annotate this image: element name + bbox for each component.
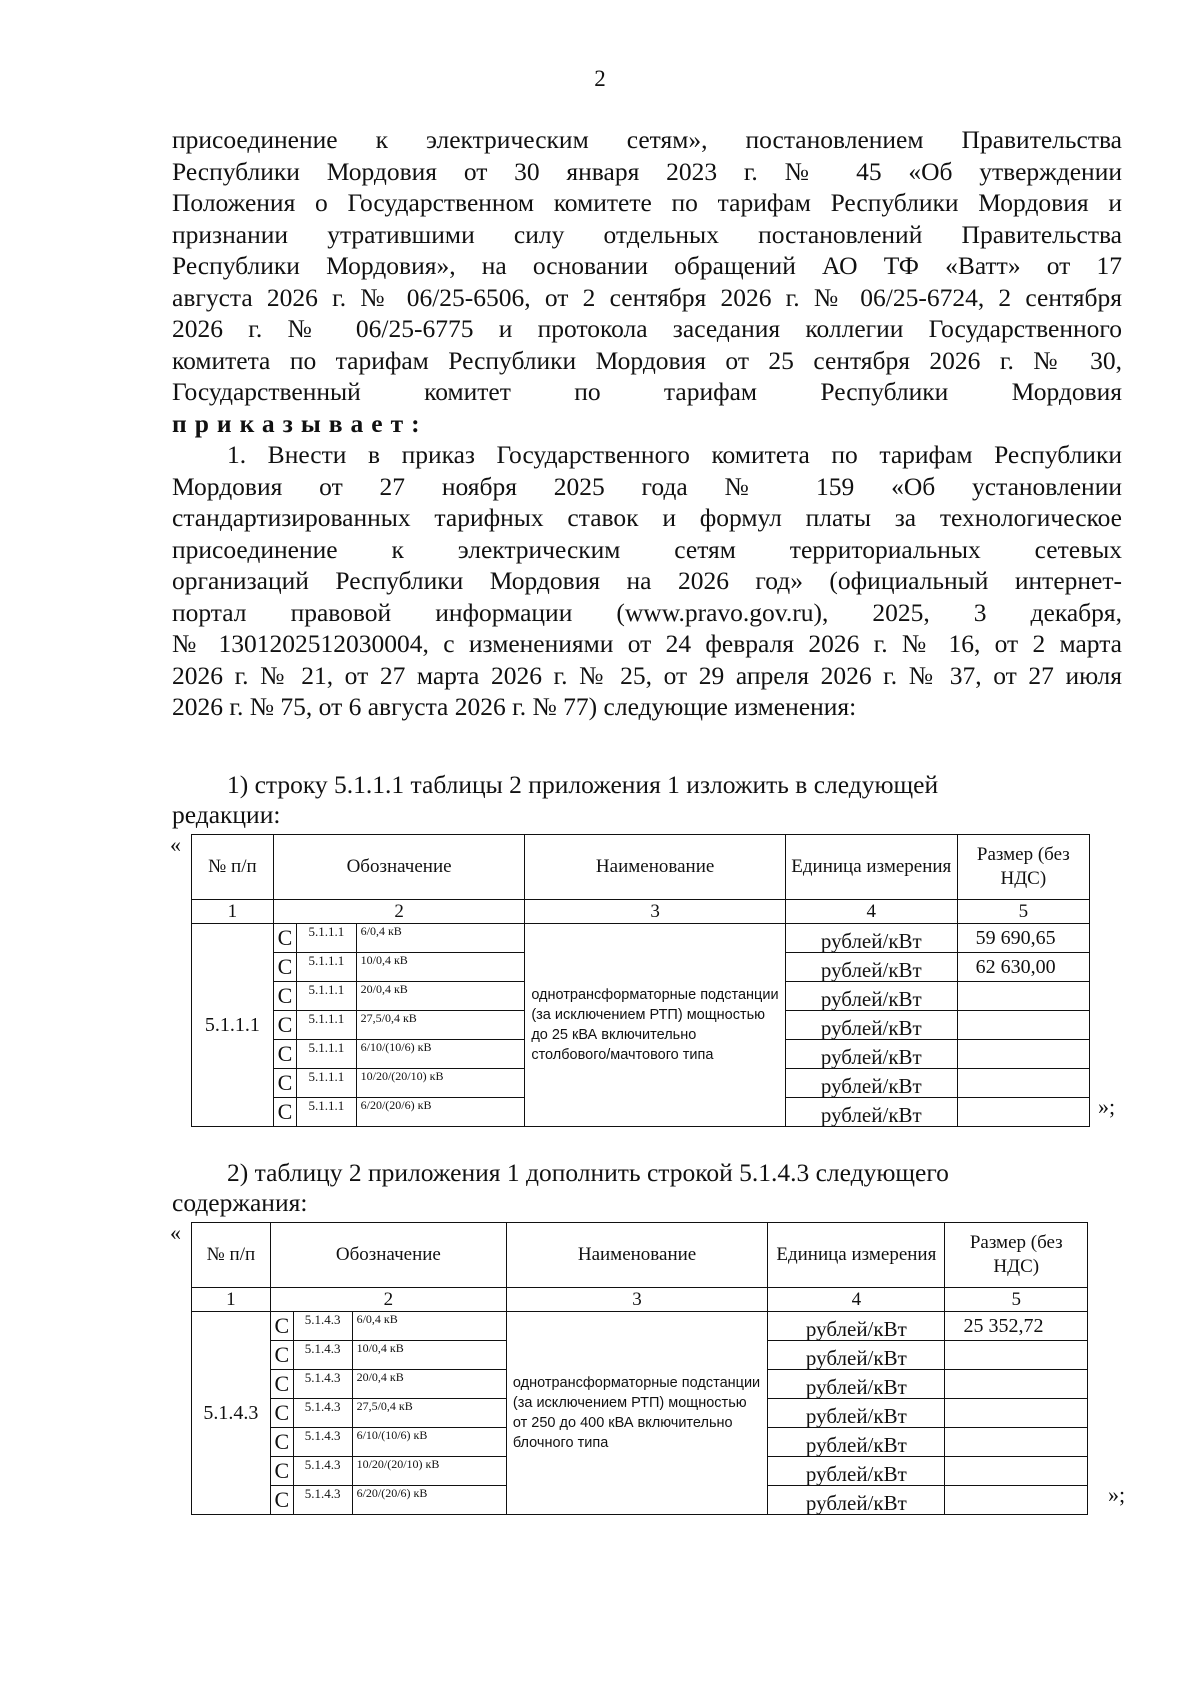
- cell-voltage: 10/0,4 кВ: [356, 953, 525, 982]
- cell-unit: рублей/кВт: [768, 1486, 945, 1515]
- cell-size: [957, 1040, 1089, 1069]
- intro-line: признании утратившими силу отдельных постановлений Правительства: [172, 219, 1122, 249]
- cell-unit: рублей/кВт: [768, 1457, 945, 1486]
- table-2-close-quote: »;: [1108, 1482, 1126, 1507]
- cell-unit: рублей/кВт: [768, 1399, 945, 1428]
- intro-line: присоединение к электрическим сетям», постановлением Правительства: [172, 125, 1122, 154]
- cell-code: 5.1.4.3: [293, 1428, 352, 1457]
- item-2-line: содержания:: [172, 1188, 308, 1217]
- paragraph-line: стандартизированных тарифных ставок и формул платы за технологическое: [172, 503, 1122, 532]
- paragraph-line: 2026 г. № 75, от 6 августа 2026 г. № 77) следующие изменения:: [172, 692, 857, 721]
- cell-letter: С: [270, 1341, 293, 1370]
- intro-line: августа 2026 г. № 06/25-6506, от 2 сентября 2026 г. № 06/25-6724, 2 сентября: [172, 282, 1122, 312]
- intro-line: комитета по тарифам Республики Мордовия от 25 сентября 2026 г. № 30,: [172, 345, 1122, 375]
- table-1-open-quote: «: [170, 832, 181, 857]
- item-2-line: 2) таблицу 2 приложения 1 дополнить строкой 5.1.4.3 следующего: [227, 1158, 949, 1187]
- cell-unit: рублей/кВт: [785, 982, 957, 1011]
- header-name: Наименование: [506, 1223, 767, 1288]
- cell-voltage: 6/20/(20/6) кВ: [352, 1486, 506, 1515]
- cell-unit: рублей/кВт: [785, 924, 957, 953]
- column-number: 3: [506, 1288, 767, 1312]
- cell-unit: рублей/кВт: [768, 1428, 945, 1457]
- cell-unit: рублей/кВт: [768, 1341, 945, 1370]
- cell-voltage: 20/0,4 кВ: [356, 982, 525, 1011]
- column-number: 3: [525, 900, 786, 924]
- header-unit: Единица измерения: [768, 1223, 945, 1288]
- cell-name: однотрансформаторные подстанции (за исключением РТП) мощностью от 250 до 400 кВА включительно блочного типа: [506, 1312, 767, 1515]
- item-2-intro: [172, 1158, 1122, 1218]
- cell-code: 5.1.1.1: [297, 1040, 357, 1069]
- cell-code: 5.1.1.1: [297, 1011, 357, 1040]
- orders-word: приказывает:: [172, 408, 428, 438]
- cell-letter: С: [270, 1457, 293, 1486]
- cell-voltage: 27,5/0,4 кВ: [352, 1399, 506, 1428]
- paragraph-line: 2026 г. № 21, от 27 марта 2026 г. № 25, от 29 апреля 2026 г. № 37, от 27 июля: [172, 660, 1122, 690]
- table-1: [191, 834, 1090, 1127]
- cell-code: 5.1.1.1: [297, 982, 357, 1011]
- cell-letter: С: [270, 1312, 293, 1341]
- cell-letter: С: [273, 953, 296, 982]
- header-name: Наименование: [525, 835, 786, 900]
- cell-code: 5.1.1.1: [297, 1069, 357, 1098]
- cell-unit: рублей/кВт: [785, 1098, 957, 1127]
- cell-voltage: 20/0,4 кВ: [352, 1370, 506, 1399]
- table-2: [191, 1222, 1088, 1515]
- column-number: 5: [945, 1288, 1088, 1312]
- cell-size: [945, 1399, 1088, 1428]
- cell-letter: С: [273, 1011, 296, 1040]
- cell-letter: С: [270, 1428, 293, 1457]
- cell-letter: С: [273, 1069, 296, 1098]
- cell-size: [957, 1098, 1089, 1127]
- header-unit: Единица измерения: [785, 835, 957, 900]
- cell-size: [945, 1486, 1088, 1515]
- paragraph-line: № 1301202512030004, с изменениями от 24 февраля 2026 г. № 16, от 2 марта: [172, 629, 1122, 658]
- paragraph-line: портал правовой информации (www.pravo.gov.ru), 2025, 3 декабря,: [172, 597, 1122, 627]
- cell-code: 5.1.4.3: [293, 1399, 352, 1428]
- cell-unit: рублей/кВт: [785, 1040, 957, 1069]
- cell-unit: рублей/кВт: [785, 953, 957, 982]
- cell-letter: С: [270, 1399, 293, 1428]
- row-code: 5.1.4.3: [192, 1312, 271, 1515]
- cell-voltage: 10/20/(20/10) кВ: [356, 1069, 525, 1098]
- header-number: № п/п: [192, 835, 274, 900]
- cell-voltage: 10/0,4 кВ: [352, 1341, 506, 1370]
- header-designation: Обозначение: [270, 1223, 506, 1288]
- page-number: 2: [594, 66, 606, 91]
- intro-line: Положения о Государственном комитете по тарифам Республики Мордовия и: [172, 188, 1122, 217]
- cell-code: 5.1.4.3: [293, 1486, 352, 1515]
- table-row: [192, 924, 1090, 953]
- cell-name: однотрансформаторные подстанции (за исключением РТП) мощностью до 25 кВА включительно столбового/мачтового типа: [525, 924, 786, 1127]
- cell-size: [945, 1341, 1088, 1370]
- cell-code: 5.1.4.3: [293, 1312, 352, 1341]
- cell-code: 5.1.1.1: [297, 924, 357, 953]
- cell-letter: С: [273, 1098, 296, 1127]
- cell-letter: С: [270, 1370, 293, 1399]
- header-size: Размер (без НДС): [945, 1223, 1088, 1288]
- cell-unit: рублей/кВт: [768, 1312, 945, 1341]
- paragraph-line: организаций Республики Мордовия на 2026 год» (официальный интернет-: [172, 566, 1122, 595]
- intro-line: Республики Мордовия», на основании обращений АО ТФ «Ватт» от 17: [172, 251, 1122, 280]
- cell-size: [945, 1370, 1088, 1399]
- cell-voltage: 10/20/(20/10) кВ: [352, 1457, 506, 1486]
- cell-voltage: 27,5/0,4 кВ: [356, 1011, 525, 1040]
- cell-size: 59 690,65: [957, 924, 1089, 953]
- cell-size: [957, 982, 1089, 1011]
- cell-code: 5.1.4.3: [293, 1457, 352, 1486]
- item-1-line: 1) строку 5.1.1.1 таблицы 2 приложения 1 изложить в следующей: [227, 770, 939, 799]
- intro-line: Республики Мордовия от 30 января 2023 г. № 45 «Об утверждении: [172, 156, 1122, 186]
- table-1-close-quote: »;: [1098, 1094, 1116, 1119]
- cell-voltage: 6/0,4 кВ: [352, 1312, 506, 1341]
- cell-code: 5.1.4.3: [293, 1370, 352, 1399]
- header-size: Размер (без НДС): [957, 835, 1089, 900]
- cell-voltage: 6/20/(20/6) кВ: [356, 1098, 525, 1127]
- column-number: 2: [273, 900, 525, 924]
- cell-unit: рублей/кВт: [785, 1011, 957, 1040]
- cell-code: 5.1.1.1: [297, 1098, 357, 1127]
- paragraph-line: Мордовия от 27 ноября 2025 года № 159 «Об установлении: [172, 471, 1122, 501]
- cell-letter: С: [270, 1486, 293, 1515]
- table-row: [192, 1312, 1088, 1341]
- cell-code: 5.1.1.1: [297, 953, 357, 982]
- column-number: 4: [785, 900, 957, 924]
- cell-voltage: 6/0,4 кВ: [356, 924, 525, 953]
- cell-size: 25 352,72: [945, 1312, 1088, 1341]
- cell-size: 62 630,00: [957, 953, 1089, 982]
- cell-size: [945, 1428, 1088, 1457]
- item-1-intro: [172, 770, 1122, 830]
- row-code: 5.1.1.1: [192, 924, 274, 1127]
- column-number: 5: [957, 900, 1089, 924]
- body-text: [172, 124, 1122, 723]
- cell-letter: С: [273, 924, 296, 953]
- column-number: 2: [270, 1288, 506, 1312]
- intro-line: 2026 г. № 06/25-6775 и протокола заседания коллегии Государственного: [172, 314, 1122, 343]
- cell-size: [945, 1457, 1088, 1486]
- cell-size: [957, 1011, 1089, 1040]
- item-1-line: редакции:: [172, 800, 281, 829]
- header-designation: Обозначение: [273, 835, 525, 900]
- header-number: № п/п: [192, 1223, 271, 1288]
- column-number: 1: [192, 1288, 271, 1312]
- cell-letter: С: [273, 1040, 296, 1069]
- cell-size: [957, 1069, 1089, 1098]
- paragraph-line: 1. Внести в приказ Государственного комитета по тарифам Республики: [227, 440, 1122, 469]
- cell-voltage: 6/10/(10/6) кВ: [352, 1428, 506, 1457]
- cell-unit: рублей/кВт: [785, 1069, 957, 1098]
- column-number: 4: [768, 1288, 945, 1312]
- cell-voltage: 6/10/(10/6) кВ: [356, 1040, 525, 1069]
- cell-unit: рублей/кВт: [768, 1370, 945, 1399]
- intro-line: Государственный комитет по тарифам Республики Мордовия: [172, 377, 1122, 406]
- column-number: 1: [192, 900, 274, 924]
- cell-code: 5.1.4.3: [293, 1341, 352, 1370]
- paragraph-line: присоединение к электрическим сетям территориальных сетевых: [172, 534, 1122, 564]
- cell-letter: С: [273, 982, 296, 1011]
- table-2-open-quote: «: [170, 1220, 181, 1245]
